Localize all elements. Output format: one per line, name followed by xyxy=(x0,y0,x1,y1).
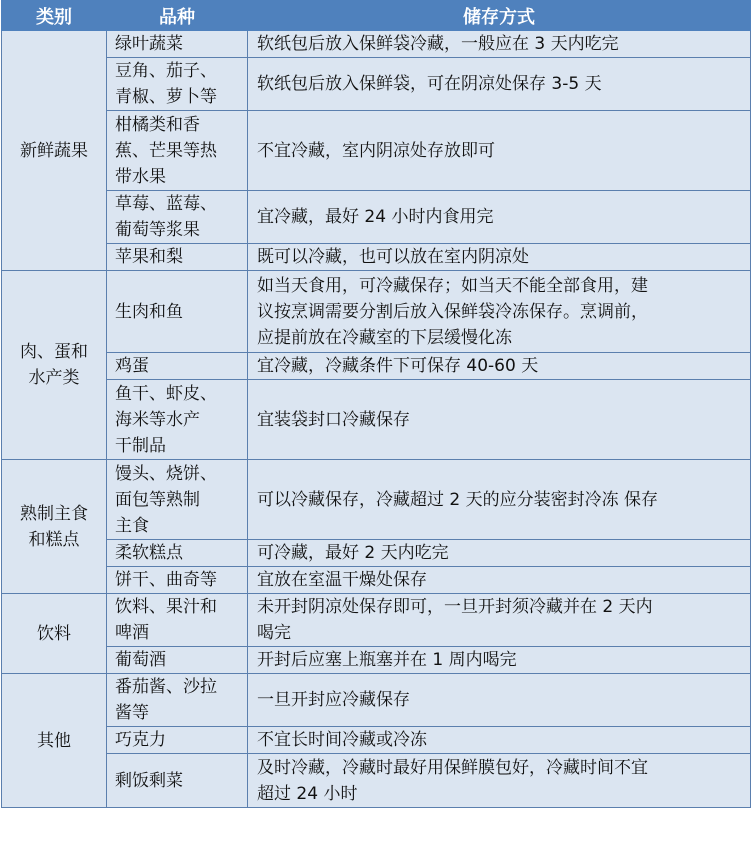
variety-text: 干制品 xyxy=(115,435,166,456)
variety-cell xyxy=(107,353,248,380)
header-variety: 品种 xyxy=(107,1,248,31)
storage-text: 议按烹调需要分割后放入保鲜袋冷冻保存。烹调前， xyxy=(257,301,648,322)
category-text: 熟制主食 xyxy=(20,503,88,524)
storage-text: 开封后应塞上瓶塞并在 1 周内喝完 xyxy=(257,650,517,670)
table-row xyxy=(2,594,751,647)
storage-cell xyxy=(248,58,751,111)
variety-text: 馒头、烧饼、 xyxy=(115,463,217,484)
table-row xyxy=(2,460,751,540)
variety-cell xyxy=(107,31,248,58)
storage-text: 喝完 xyxy=(257,623,291,643)
storage-text: 不宜长时间冷藏或冷冻 xyxy=(257,730,427,750)
storage-text: 未开封阴凉处保存即可，一旦开封须冷藏并在 2 天内 xyxy=(257,597,653,617)
variety-text: 剩饭剩菜 xyxy=(115,770,183,791)
variety-cell xyxy=(107,111,248,191)
storage-text: 既可以冷藏，也可以放在室内阴凉处 xyxy=(257,247,529,267)
category-cell xyxy=(2,460,107,594)
variety-text: 啤酒 xyxy=(115,623,149,643)
category-cell xyxy=(2,31,107,271)
variety-text: 葡萄等浆果 xyxy=(115,220,200,240)
category-text: 水产类 xyxy=(28,368,80,388)
storage-cell xyxy=(248,594,751,647)
category-text: 新鲜蔬果 xyxy=(20,140,88,161)
variety-cell xyxy=(107,540,248,567)
storage-text: 超过 24 小时 xyxy=(257,783,358,804)
variety-text: 主食 xyxy=(115,515,149,536)
variety-text: 柔软糕点 xyxy=(115,543,183,563)
variety-text: 鱼干、虾皮、 xyxy=(115,383,217,404)
variety-text: 饼干、曲奇等 xyxy=(115,570,217,590)
variety-cell xyxy=(107,674,248,727)
storage-text: 可以冷藏保存，冷藏超过 2 天的应分装密封冷冻 保存 xyxy=(257,489,659,510)
variety-text: 草莓、蓝莓、 xyxy=(115,194,217,214)
storage-text: 一旦开封应冷藏保存 xyxy=(257,690,410,710)
table-row xyxy=(2,647,751,674)
variety-cell xyxy=(107,460,248,540)
variety-text: 青椒、萝卜等 xyxy=(115,87,217,107)
variety-cell xyxy=(107,727,248,754)
table-row xyxy=(2,727,751,754)
table-row xyxy=(2,111,751,191)
storage-cell xyxy=(248,674,751,727)
storage-cell xyxy=(248,647,751,674)
variety-cell xyxy=(107,58,248,111)
header-row xyxy=(2,1,751,31)
variety-text: 酱等 xyxy=(115,703,149,723)
variety-text: 面包等熟制 xyxy=(115,489,200,510)
table-row xyxy=(2,353,751,380)
variety-cell xyxy=(107,244,248,271)
storage-text: 可冷藏，最好 2 天内吃完 xyxy=(257,543,449,563)
variety-cell xyxy=(107,594,248,647)
variety-text: 饮料、果汁和 xyxy=(115,597,217,617)
variety-text: 豆角、茄子、 xyxy=(115,61,217,81)
storage-cell xyxy=(248,353,751,380)
table-row xyxy=(2,380,751,460)
variety-cell xyxy=(107,647,248,674)
category-text: 其他 xyxy=(37,730,71,751)
category-text: 和糕点 xyxy=(28,529,80,550)
variety-cell xyxy=(107,191,248,244)
table-row xyxy=(2,271,751,353)
category-text: 肉、蛋和 xyxy=(20,342,88,362)
variety-cell xyxy=(107,271,248,353)
storage-cell xyxy=(248,111,751,191)
storage-text: 及时冷藏，冷藏时最好用保鲜膜包好，冷藏时间不宜 xyxy=(257,757,648,778)
variety-text: 巧克力 xyxy=(115,730,166,750)
storage-text: 宜放在室温干燥处保存 xyxy=(257,570,427,590)
table-row xyxy=(2,754,751,808)
variety-text: 柑橘类和香 xyxy=(115,114,200,135)
table-row xyxy=(2,244,751,271)
category-text: 饮料 xyxy=(37,623,71,644)
variety-text: 苹果和梨 xyxy=(115,247,183,267)
storage-text: 宜装袋封口冷藏保存 xyxy=(257,409,410,430)
storage-text: 如当天食用，可冷藏保存；如当天不能全部食用，建 xyxy=(257,275,648,296)
storage-cell xyxy=(248,31,751,58)
storage-cell xyxy=(248,191,751,244)
storage-text: 不宜冷藏，室内阴凉处存放即可 xyxy=(257,140,495,161)
variety-text: 生肉和鱼 xyxy=(115,301,183,322)
table-row xyxy=(2,31,751,58)
variety-text: 带水果 xyxy=(115,166,166,187)
category-cell xyxy=(2,594,107,674)
storage-text: 宜冷藏，冷藏条件下可保存 40-60 天 xyxy=(257,356,539,376)
table-row xyxy=(2,540,751,567)
variety-cell xyxy=(107,380,248,460)
storage-cell xyxy=(248,754,751,808)
variety-text: 海米等水产 xyxy=(115,409,200,430)
header-storage: 储存方式 xyxy=(248,1,751,31)
header-category: 类别 xyxy=(2,1,107,31)
storage-text: 宜冷藏，最好 24 小时内食用完 xyxy=(257,207,494,227)
storage-cell xyxy=(248,271,751,353)
variety-text: 鸡蛋 xyxy=(115,356,149,376)
storage-text: 应提前放在冷藏室的下层缓慢化冻 xyxy=(257,327,512,348)
storage-text: 软纸包后放入保鲜袋，可在阴凉处保存 3-5 天 xyxy=(257,74,602,94)
variety-cell xyxy=(107,754,248,808)
storage-cell xyxy=(248,244,751,271)
food-storage-table xyxy=(1,0,751,808)
storage-cell xyxy=(248,460,751,540)
table-row xyxy=(2,58,751,111)
storage-cell xyxy=(248,380,751,460)
variety-cell xyxy=(107,567,248,594)
storage-cell xyxy=(248,727,751,754)
variety-text: 葡萄酒 xyxy=(115,650,166,670)
table-row xyxy=(2,674,751,727)
storage-cell xyxy=(248,540,751,567)
storage-cell xyxy=(248,567,751,594)
storage-text: 软纸包后放入保鲜袋冷藏，一般应在 3 天内吃完 xyxy=(257,34,619,54)
table-row xyxy=(2,567,751,594)
table-row xyxy=(2,191,751,244)
category-cell xyxy=(2,674,107,808)
category-cell xyxy=(2,271,107,460)
variety-text: 绿叶蔬菜 xyxy=(115,34,183,54)
variety-text: 蕉、芒果等热 xyxy=(115,140,217,161)
variety-text: 番茄酱、沙拉 xyxy=(115,677,217,697)
